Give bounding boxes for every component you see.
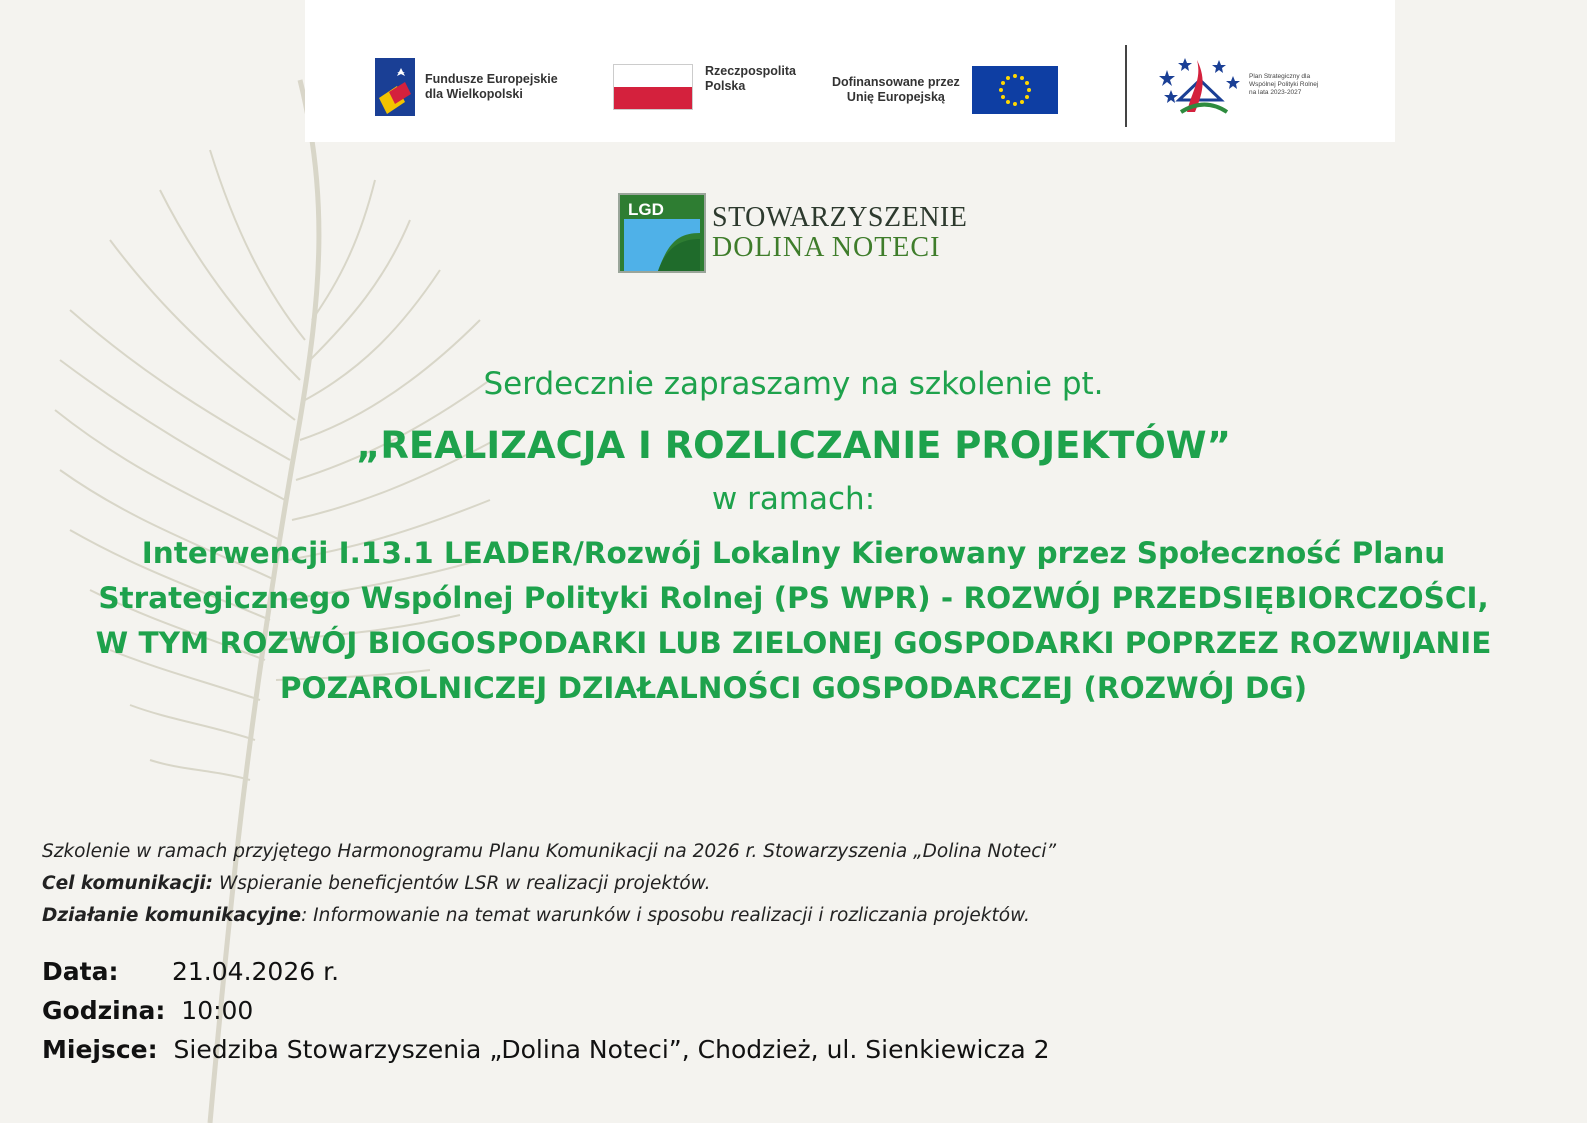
logo-rzeczpospolita xyxy=(613,64,796,110)
intervention-line4: POZAROLNICZEJ DZIAŁALNOŚCI GOSPODARCZEJ (ROZWÓJ DG) xyxy=(279,671,1308,705)
place-value: Siedziba Stowarzyszenia „Dolina Noteci”, Chodzież, ul. Sienkiewicza 2 xyxy=(173,1035,1050,1064)
goal-value: Wspieranie beneficjentów LSR w realizacji projektów. xyxy=(213,873,711,894)
training-title: „REALIZACJA I ROZLICZANIE PROJEKTÓW” xyxy=(356,424,1231,467)
intervention-line3: W TYM ROZWÓJ BIOGOSPODARKI LUB ZIELONEJ GOSPODARKI POPRZEZ ROZWIJANIE xyxy=(95,626,1492,660)
lgd-badge-text: LGD xyxy=(628,200,664,219)
time-value: 10:00 xyxy=(181,996,254,1025)
eu-line1: Dofinansowane przez xyxy=(832,75,960,89)
rp-line2: Polska xyxy=(705,79,746,93)
logo-ps-wpr xyxy=(1157,50,1319,120)
info-goal xyxy=(42,868,1056,900)
rp-line1: Rzeczpospolita xyxy=(705,64,796,78)
poland-flag-icon xyxy=(613,64,693,110)
intervention-line1: Interwencji I.13.1 LEADER/Rozwój Lokalny Kierowany przez Społeczność Planu xyxy=(141,536,1446,570)
lgd-badge-icon xyxy=(618,193,706,273)
time-label: Godzina: xyxy=(42,996,166,1025)
logo-fundusze-europejskie xyxy=(375,58,558,116)
detail-time xyxy=(42,991,1050,1030)
place-label: Miejsce: xyxy=(42,1035,158,1064)
ps-wpr-emblem-icon xyxy=(1157,50,1243,120)
lgd-name-line1: STOWARZYSZENIE xyxy=(712,202,968,233)
date-value: 21.04.2026 r. xyxy=(172,957,340,986)
info-action xyxy=(42,900,1056,932)
within-label: w ramach: xyxy=(711,481,876,517)
detail-date xyxy=(42,952,1050,991)
logo-separator xyxy=(1125,45,1127,127)
date-label: Data: xyxy=(42,957,119,986)
communication-info xyxy=(42,836,1056,932)
logo-bar xyxy=(305,0,1395,142)
logo-lgd-dolina-noteci xyxy=(618,193,967,273)
fe-mark-icon xyxy=(375,58,415,116)
fe-line1: Fundusze Europejskie xyxy=(425,72,558,86)
intervention-description xyxy=(0,531,1587,711)
ps-wpr-text: Plan Strategiczny dla Wspólnej Polityki Rolnej na lata 2023-2027 xyxy=(1249,73,1319,96)
event-details xyxy=(42,952,1050,1069)
action-value: : Informowanie na temat warunków i sposobu realizacji i rozliczania projektów. xyxy=(301,905,1030,926)
eu-line2: Unię Europejską xyxy=(846,90,945,104)
lgd-name-line2: DOLINA NOTECI xyxy=(712,232,941,263)
fe-line2: dla Wielkopolski xyxy=(425,87,523,101)
eu-flag-icon xyxy=(972,66,1058,114)
logo-eu xyxy=(832,66,1058,114)
action-label: Działanie komunikacyjne xyxy=(42,905,302,926)
invite-intro: Serdecznie zapraszamy na szkolenie pt. xyxy=(483,366,1104,402)
info-line1: Szkolenie w ramach przyjętego Harmonogramu Planu Komunikacji na 2026 r. Stowarzyszenia „Dolina Noteci” xyxy=(42,841,1057,862)
goal-label: Cel komunikacji: xyxy=(42,873,214,894)
intervention-line2: Strategicznego Wspólnej Polityki Rolnej (PS WPR) - ROZWÓJ PRZEDSIĘBIORCZOŚCI, xyxy=(98,581,1489,615)
detail-place xyxy=(42,1030,1050,1069)
